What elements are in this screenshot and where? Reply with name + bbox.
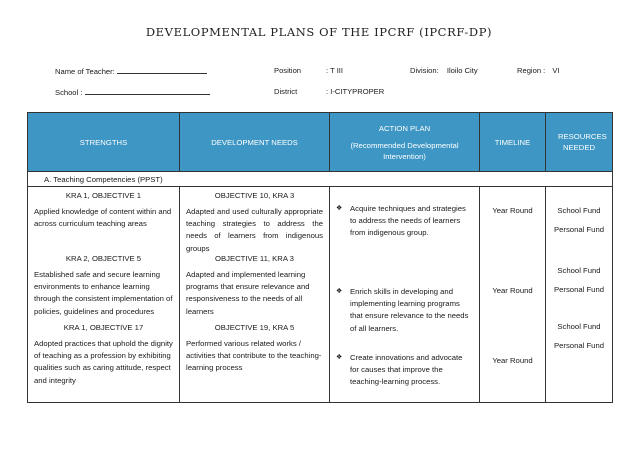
- header-strengths: STRENGTHS: [28, 113, 180, 172]
- name-label: Name of Teacher:: [55, 67, 115, 76]
- action-item: [330, 273, 479, 348]
- need-kra: OBJECTIVE 11, KRA 3: [215, 254, 294, 263]
- section-row: [28, 172, 613, 187]
- need-kra: OBJECTIVE 19, KRA 5: [214, 323, 295, 332]
- resource-item: Personal Fund: [554, 341, 604, 350]
- diamond-bullet-icon: ❖: [336, 205, 343, 212]
- strength-kra: KRA 2, OBJECTIVE 5: [65, 254, 142, 263]
- division-field: [410, 66, 478, 75]
- action-plan-cell: [330, 187, 480, 403]
- timeline-value: Year Round: [492, 206, 533, 215]
- division-value: Iloilo City: [446, 66, 478, 75]
- action-plan-title: ACTION PLAN: [378, 123, 431, 133]
- need-kra: OBJECTIVE 10, KRA 3: [214, 191, 295, 200]
- action-plan-subtitle: (Recommended Developmental Intervention): [350, 140, 459, 161]
- resources-cell: [546, 187, 613, 403]
- action-text: Create innovations and advocate for causes that improve the teaching-learning process.: [350, 353, 463, 387]
- header-resources: RESOURCES NEEDED: [546, 113, 613, 172]
- development-needs-cell: [180, 187, 330, 403]
- resource-item: Personal Fund: [554, 285, 604, 294]
- timeline-value: Year Round: [492, 286, 533, 295]
- region-label: Region :: [517, 66, 546, 75]
- resource-item: School Fund: [557, 206, 601, 215]
- development-plan-table: [27, 112, 613, 403]
- resource-item: School Fund: [557, 322, 601, 331]
- school-field: [55, 87, 210, 97]
- district-value: : I-CITYPROPER: [326, 87, 385, 96]
- name-of-teacher-field: [55, 66, 207, 76]
- header-action-plan: [330, 113, 480, 172]
- resource-item: School Fund: [557, 266, 601, 275]
- strength-text: Established safe and secure learning environments to enhance learning through the consistent implementation of policies, guidelines and procedures: [34, 270, 173, 316]
- action-text: Enrich skills in developing and implementing learning programs that ensure relevance to the needs of all learners.: [350, 287, 469, 333]
- region-field: [517, 66, 560, 75]
- school-blank: [85, 87, 210, 95]
- header-timeline: TIMELINE: [480, 113, 546, 172]
- action-item: [330, 187, 479, 273]
- strength-kra: KRA 1, OBJECTIVE 1: [65, 191, 142, 200]
- region-value: VI: [552, 66, 560, 75]
- position-value: : T III: [326, 66, 344, 75]
- need-text: Performed various related works / activities that contribute to the teaching- learning process: [186, 339, 322, 373]
- action-item: [330, 348, 479, 402]
- action-text: Acquire techniques and strategies to address the needs of learners from indigenous group.: [350, 204, 466, 238]
- table-header-row: [28, 113, 613, 172]
- section-label: A. Teaching Competencies (PPST): [28, 172, 613, 187]
- district-label: District: [274, 87, 298, 96]
- need-text: Adapted and used culturally appropriate teaching strategies to address the needs of learners from indigenous groups: [186, 207, 323, 253]
- name-blank: [117, 66, 207, 74]
- strength-kra: KRA 1, OBJECTIVE 17: [63, 323, 144, 332]
- diamond-bullet-icon: ❖: [336, 354, 343, 361]
- document-title: DEVELOPMENTAL PLANS OF THE IPCRF (IPCRF-DP): [145, 25, 493, 39]
- timeline-value: Year Round: [492, 356, 533, 365]
- division-label: Division:: [410, 66, 439, 75]
- position-label: Position: [274, 66, 302, 75]
- strength-text: Adopted practices that uphold the dignity of teaching as a profession by exhibiting qualities such as caring attitude, respect and integrity: [34, 339, 173, 385]
- diamond-bullet-icon: ❖: [336, 288, 343, 295]
- strength-text: Applied knowledge of content within and across curriculum teaching areas: [34, 207, 172, 229]
- resource-item: Personal Fund: [554, 225, 604, 234]
- need-text: Adapted and implemented learning programs that ensure relevance and responsiveness to the needs of all learners: [186, 270, 310, 316]
- school-label: School :: [55, 88, 83, 97]
- strengths-cell: [28, 187, 180, 403]
- timeline-cell: [480, 187, 546, 403]
- table-row: [28, 187, 613, 403]
- header-development-needs: DEVELOPMENT NEEDS: [180, 113, 330, 172]
